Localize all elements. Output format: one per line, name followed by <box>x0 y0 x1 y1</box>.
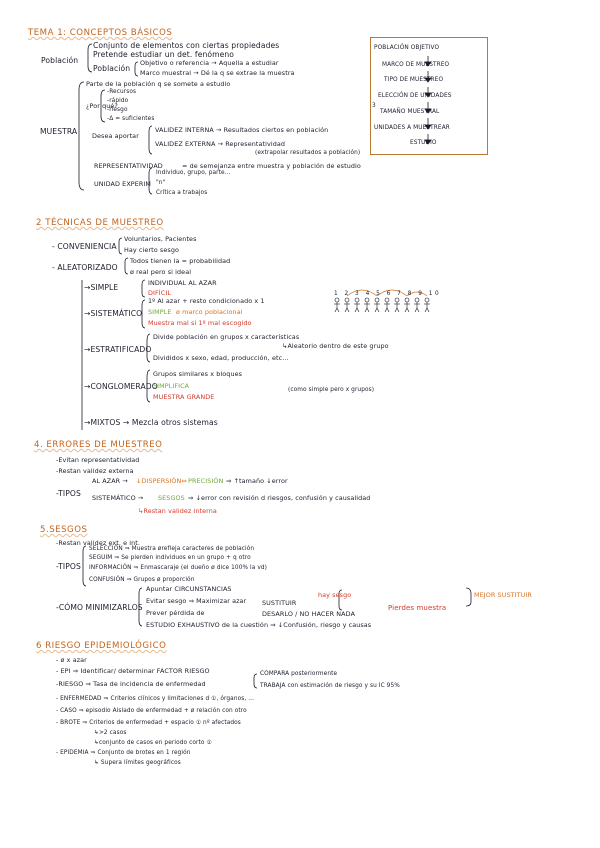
riesgo-7b: ↳ Supera límites geográficos <box>94 760 181 766</box>
poblacion-def-2: Pretende estudiar un det. fenómeno <box>93 50 235 59</box>
estratificado-3: Divididos x sexo, edad, producción, etc... <box>153 354 289 362</box>
minimizar-2: Evitar sesgo ⇒ Maximizar azar <box>146 597 247 605</box>
riesgo-6c: ↳conjunto de casos en periodo corto ① <box>94 740 212 746</box>
simple-1: INDIVIDUAL AL AZAR <box>148 279 217 287</box>
errores-1: -Evitan representatividad <box>56 456 140 464</box>
flow-step: UNIDADES A MUESTREAR <box>374 125 450 131</box>
riesgo-3c: TRABAJA con estimación de riesgo y su IC 95% <box>260 683 400 689</box>
por-que-label: ¿Por qué? <box>86 102 118 110</box>
desea-aportar: Desea aportar <box>92 132 139 140</box>
flow-step: TIPO DE MUESTREO <box>384 77 444 83</box>
unidad-experim-2: "n" <box>156 180 166 186</box>
poblacion-sub-2: Marco muestral → Dé la q se extrae la muestra <box>140 69 295 77</box>
validez-interna: VALIDEZ INTERNA → Resultados ciertos en población <box>155 126 329 134</box>
representatividad-def: = de semejanza entre muestra y población de estudio <box>182 162 361 170</box>
por-que-1: -Recursos <box>107 89 137 95</box>
representatividad-label: REPRESENTATIVIDAD <box>94 162 163 170</box>
errores-restan: ↳Restan validez interna <box>138 507 217 515</box>
conglomerado-4: (como simple pero x grupos) <box>288 387 375 393</box>
simple-2: DIFÍCIL <box>148 289 171 297</box>
sistematico-1: 1º Al azar + resto condicionado x 1 <box>148 297 265 305</box>
sistematico-2: SIMPLE <box>148 308 172 316</box>
errores-tipos: -TIPOS <box>56 489 81 498</box>
unidad-experim-1: Individuo, grupo, parte... <box>156 170 231 176</box>
flow-step: POBLACIÓN OBJETIVO <box>374 45 440 51</box>
estratificado-1: Divide población en grupos x características <box>153 333 300 341</box>
muestra-parte: Parte de la población q se somete a estudio <box>86 80 231 88</box>
unidad-experim-label: UNIDAD EXPERIM <box>94 180 152 188</box>
conveniencia-label: - CONVENIENCIA <box>52 242 117 251</box>
errores-2: -Restan validez externa <box>56 467 134 475</box>
section-title-tema4: 4. ERRORES DE MUESTREO <box>34 440 163 450</box>
section-title-tema6: 6 RIESGO EPIDEMIOLÓGICO <box>36 641 167 651</box>
minimizar-3d: Pierdes muestra <box>388 604 447 612</box>
errores-dispersion: ↓DISPERSIÓN⇔ <box>136 477 187 485</box>
sesgos-tipo-3: INFORMACIÓN ⇒ Enmascaraje (el dueño ø dice 100% la vd) <box>89 565 268 571</box>
sesgos-tipos: -TIPOS <box>56 562 81 571</box>
minimizar-2b: hay sesgo <box>318 591 352 599</box>
flow-step: ESTUDIO <box>410 140 437 146</box>
aleatorizado-label: - ALEATORIZADO <box>52 263 118 272</box>
section-title-tema5: 5.SESGOS <box>40 525 88 535</box>
minimizar-3e: MEJOR SUSTITUIR <box>474 591 532 599</box>
conveniencia-2: Hay cierto sesgo <box>124 246 179 254</box>
sesgos-minimizarlos: -CÓMO MINIMIZARLOS <box>56 603 143 612</box>
riesgo-2: - EPI ⇒ Identificar/ determinar FACTOR RIESGO <box>56 667 210 675</box>
estratificado-2: ↳Aleatorio dentro de este grupo <box>282 342 389 350</box>
flow-step: ELECCIÓN DE UNIDADES <box>378 93 452 99</box>
riesgo-6b: ↳>2 casos <box>94 730 127 736</box>
errores-azar-rest: ⇒ ↑tamaño ↓error <box>226 477 288 485</box>
minimizar-3c: DESARLO / NO HACER NADA <box>262 610 356 618</box>
sesgos-tipo-4: CONFUSIÓN ⇒ Grupos ø proporción <box>89 577 195 583</box>
sistematico-figure-numbers: 1 2 3 4 5 6 7 8 9 10 <box>334 291 442 297</box>
minimizar-3: Prever pérdida de <box>146 609 205 617</box>
por-que-3: -riesgo <box>107 107 128 113</box>
aleatorizado-2: ø real pero si ideal <box>130 268 192 276</box>
poblacion-sub-1: Objetivo o referencia → Aquella a estudiar <box>140 59 279 67</box>
aleatorizado-1: Todos tienen la = probabilidad <box>130 257 231 265</box>
poblacion-label: Población <box>41 56 79 65</box>
conglomerado-3: MUESTRA GRANDE <box>153 393 215 401</box>
section-title-tema2: 2 TÉCNICAS DE MUESTREO <box>36 218 164 228</box>
minimizar-1: Apuntar CIRCUNSTANCIAS <box>146 585 232 593</box>
flow-step: MARCO DE MUESTREO <box>382 62 450 68</box>
conveniencia-1: Voluntarios, Pacientes <box>124 235 197 243</box>
conglomerado-label: →CONGLOMERADO <box>84 382 158 391</box>
minimizar-3b: SUSTITUIR <box>262 599 297 607</box>
sesgos-1: -Restan validez ext. e int. <box>56 539 141 547</box>
validez-externa: VALIDEZ EXTERNA → Representatividad <box>155 140 286 148</box>
sistematico-3: Muestra mal si 1º mal escogido <box>148 319 252 327</box>
riesgo-4: - ENFERMEDAD ⇒ Criterios clínicos y limitaciones d ①, órganos, ... <box>56 696 255 702</box>
riesgo-5: - CASO ⇒ episodio Aislado de enfermedad + ø relación con otro <box>56 708 247 714</box>
errores-precision: PRECISIÓN <box>188 477 224 485</box>
errores-sistematico: SISTEMÁTICO → <box>92 494 144 502</box>
poblacion-sub-label: Población <box>93 64 131 73</box>
errores-sistematico-rest: ⇒ ↓error con revisión d riesgos, confusión y causalidad <box>188 494 371 502</box>
errores-azar: AL AZAR → <box>92 477 128 485</box>
sesgos-tipo-2: SEGUIM ⇒ Se pierden individuos en un grupo + q otro <box>89 555 251 561</box>
simple-label: →SIMPLE <box>84 283 119 292</box>
errores-sesgos: SESGOS <box>158 494 185 502</box>
por-que-2: -rápido <box>107 98 129 104</box>
sistematico-label: →SISTEMÁTICO <box>84 309 143 318</box>
flow-step: TAMAÑO MUESTRAL <box>380 109 440 115</box>
mixtos-label: →MIXTOS → Mezcla otros sistemas <box>84 418 218 427</box>
conglomerado-1: Grupos similares x bloques <box>153 370 243 378</box>
section-title-tema1: TEMA 1: CONCEPTOS BÁSICOS <box>28 28 173 38</box>
riesgo-3b: COMPARA posteriormente <box>260 671 338 677</box>
por-que-4: -Δ = suficientes <box>107 116 155 122</box>
flow-step-number: 3 <box>372 103 376 109</box>
sistematico-2b: ø marco poblacional <box>176 308 243 316</box>
estratificado-label: →ESTRATIFICADO <box>84 345 152 354</box>
minimizar-4: ESTUDIO EXHAUSTIVO de la cuestión ⇒ ↓Confusión, riesgo y causas <box>146 621 372 629</box>
poblacion-def-1: Conjunto de elementos con ciertas propiedades <box>93 41 280 50</box>
extrapolar: (extrapolar resultados a población) <box>255 150 361 156</box>
riesgo-1: - ø x azar <box>56 656 87 664</box>
riesgo-3a: -RIESGO ⇒ Tasa de incidencia de enfermedad <box>56 680 206 688</box>
unidad-experim-3: Crítica a trabajos <box>156 190 208 196</box>
muestra-label: MUESTRA <box>40 127 78 136</box>
sesgos-tipo-1: SELECCIÓN ⇒ Muestra ørefleja caracteres de población <box>89 546 255 552</box>
riesgo-7: - EPIDEMIA ⇒ Conjunto de brotes en 1 región <box>56 750 191 756</box>
riesgo-6: - BROTE ⇒ Criterios de enfermedad + espacio ① nº afectados <box>56 720 241 726</box>
conglomerado-2: SIMPLIFICA <box>153 382 190 390</box>
